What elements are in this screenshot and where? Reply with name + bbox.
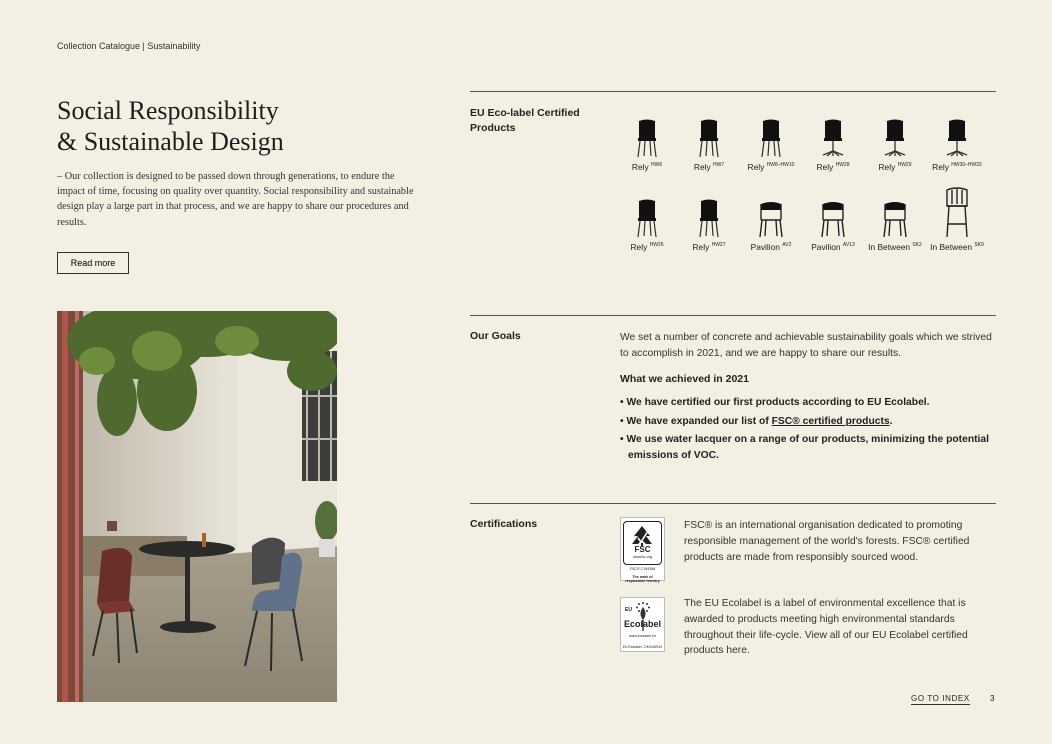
eco-product-label [864,242,926,252]
eco-product-label [802,242,864,252]
ecolabel-flower-icon [621,598,664,636]
eco-product-code: SK9 [974,242,984,249]
eco-product-name: Rely [631,162,649,172]
eco-product-code: HW6 [650,162,663,169]
eco-product-name: Rely [878,162,896,172]
breadcrumb-separator: | [142,41,145,51]
eco-product-code: HW29 [897,162,912,169]
chair-icon [616,118,678,158]
eco-product-in-between-sk9[interactable] [926,186,988,252]
eco-product-code: HW8–HW10 [766,162,795,169]
eco-product-rely-hw30-hw32[interactable] [926,118,988,172]
eco-product-label [926,242,988,252]
eco-product-code: HW7 [712,162,725,169]
eco-product-pavilion-av13[interactable] [802,198,864,252]
fsc-logo-name: FSC [634,545,651,554]
eco-product-name: Rely [693,162,711,172]
interior-photo [57,311,337,702]
certifications-label: Certifications [470,518,538,530]
eco-product-rely-hw26[interactable] [616,198,678,252]
fsc-description: FSC® is an international organisation dedicated to promoting responsible management of the world's forests. FSC® certified products are made from responsibly sourced wood. [684,520,970,563]
eco-product-code: HW27 [711,242,726,249]
eco-product-name: Rely [747,162,765,172]
eco-product-label [802,162,864,172]
breadcrumb [57,41,200,51]
goals-text: We set a number of concrete and achievable sustainability goals which we strived to accomplish in 2021, and we are happy to share our results. [620,332,992,359]
eco-product-name: Pavilion [811,242,841,252]
breadcrumb-section[interactable]: Sustainability [147,41,201,51]
armchair-icon [740,198,802,238]
page-title [57,95,284,157]
goals-label: Our Goals [470,330,521,342]
eco-product-name: In Between [930,242,973,252]
eco-label-top-rule [470,91,996,92]
eco-product-label [616,162,678,172]
eco-product-label [678,242,740,252]
goals-top-rule [470,315,996,316]
eu-ecolabel-logo [620,597,665,652]
chair-icon [678,198,740,238]
armchair-icon [802,198,864,238]
eco-product-rely-hw7[interactable] [678,118,740,172]
eco-product-name: In Between [868,242,911,252]
eco-product-name: Rely [630,242,648,252]
eco-product-rely-hw28[interactable] [802,118,864,172]
chair-icon [740,118,802,158]
eco-logo-prefix: EU [625,607,632,613]
list-item-text: . [889,415,893,427]
page-title-line1: Social Responsibility [57,96,279,125]
fsc-products-link[interactable]: FSC® certified products [771,415,890,427]
swivel-chair-icon [926,118,988,158]
achieved-title: What we achieved in 2021 [620,373,749,385]
certifications-top-rule [470,503,996,504]
eco-product-label [926,162,988,172]
eco-product-label [864,162,926,172]
eco-product-rely-hw29[interactable] [864,118,926,172]
chair-icon [678,118,740,158]
fsc-logo-site: www.fsc.org [633,555,652,559]
chair-icon [616,198,678,238]
fsc-logo-code: FSC® C194398 [629,567,656,571]
eco-product-name: Rely [692,242,710,252]
eco-product-rely-hw6[interactable] [616,118,678,172]
eco-product-name: Rely [816,162,834,172]
go-to-index-link[interactable]: GO TO INDEX [911,694,970,703]
intro-paragraph: – Our collection is designed to be passed down through generations, to endure the impact of time, focusing on quality over quantity. Social responsibility and sustainable design play a large part in that process, and we are happy to share our procedures and results. [57,171,414,228]
eco-logo-code: EU Ecolabel : DK/049/019 [622,645,663,649]
armchair-icon [864,198,926,238]
read-more-button[interactable]: Read more [57,252,129,274]
eco-product-in-between-sk2[interactable] [864,198,926,252]
fsc-logo [620,517,665,584]
eco-product-rely-hw8-hw10[interactable] [740,118,802,172]
list-item-text: • We have expanded our list of [620,415,772,427]
eco-logo-site: www.ecolabel.eu [629,634,656,638]
page-title-line2: & Sustainable Design [57,127,284,156]
eco-product-code: AV13 [842,242,855,249]
eu-ecolabel-description: The EU Ecolabel is a label of environmental excellence that is awarded to products meeting high environmental standards throughout their life-cycle. View all of our EU Ecolabel certified products here. [684,598,968,657]
list-item [620,414,992,430]
eco-product-label [740,162,802,172]
list-item: • We use water lacquer on a range of our products, minimizing the potential emissions of VOC. [620,434,990,461]
swivel-chair-icon [802,118,864,158]
page-number: 3 [990,694,995,703]
fsc-logo-tagline: The mark of responsible forestry [625,575,660,584]
eco-product-code: HW28 [835,162,850,169]
eco-product-label [740,242,802,252]
list-item: • We have certified our first products according to EU Ecolabel. [620,397,930,408]
swivel-chair-icon [864,118,926,158]
eco-product-rely-hw27[interactable] [678,198,740,252]
eco-logo-name: Ecolabel [623,619,661,629]
eco-product-label [678,162,740,172]
eco-label-title: EU Eco-label Certified Products [470,107,580,134]
breadcrumb-catalogue[interactable]: Collection Catalogue [57,41,141,51]
bar-stool-icon [926,186,988,238]
eco-product-code: SK2 [912,242,922,249]
eco-product-name: Rely [932,162,949,172]
eco-product-code: AV2 [782,242,792,249]
eco-product-code: HW30–HW32 [951,162,982,169]
achieved-list [620,395,992,466]
eco-product-label [616,242,678,252]
eco-product-pavilion-av2[interactable] [740,198,802,252]
eco-product-code: HW26 [649,242,664,249]
eco-product-name: Pavilion [750,242,780,252]
